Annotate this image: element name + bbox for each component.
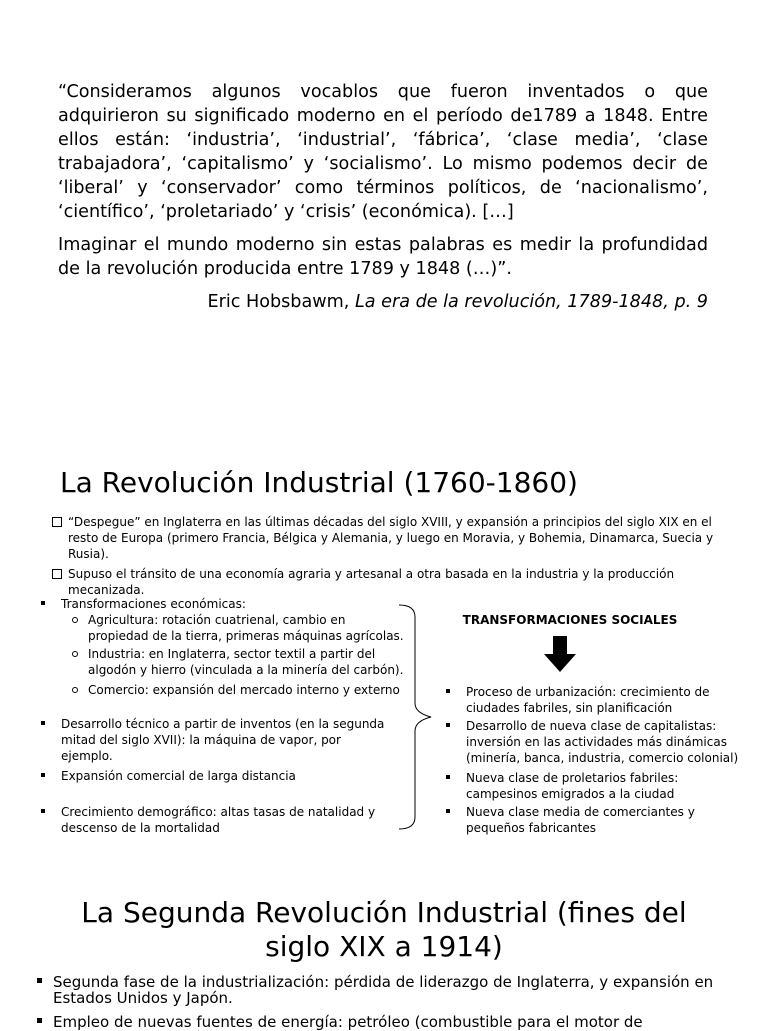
- check-item-1-text: “Despegue” en Inglaterra en las últimas décadas del siglo XVIII, y expansión a principios del siglo XIX en el resto de Europa (primero Francia, Bélgica y Alemania, y luego en Moravia, y Bohemia, Dinamarca, Suecia y Rusia).: [68, 515, 714, 561]
- citation-work: La era de la revolución, 1789-1848, p. 9: [354, 292, 708, 312]
- bullet-icon: [446, 723, 450, 727]
- slide3-item-1-text: Segunda fase de la industrialización: pérdida de liderazgo de Inglaterra, y expansión en Estados Unidos y Japón.: [53, 973, 714, 1007]
- checkbox-icon: [52, 569, 62, 579]
- right-brace-icon: [395, 603, 435, 833]
- slide3-item-2: [53, 1014, 753, 1030]
- right-item-4: [466, 804, 746, 836]
- slide2-title: La Revolución Industrial (1760-1860): [60, 466, 578, 499]
- right-item-1-text: Proceso de urbanización: crecimiento de ciudades fabriles, sin planificación: [466, 685, 710, 715]
- bullet-icon: [41, 773, 45, 777]
- econ-sub-3: [88, 682, 406, 698]
- bullet-icon: [446, 809, 450, 813]
- check-item-2-text: Supuso el tránsito de una economía agraria y artesanal a otra basada en la industria y la producción mecanizada.: [68, 567, 675, 597]
- circle-bullet-icon: [72, 617, 78, 623]
- econ-sub-2: [88, 646, 406, 678]
- quote-paragraph-1: “Consideramos algunos vocablos que fueron inventados o que adquirieron su significado moderno en el período de1789 a 1848. Entre ellos están: ‘industria’, ‘industrial’, ‘fábrica’, ‘clase media’, ‘clase trabajadora’, ‘capitalismo’ y ‘socialismo’. Lo mismo podemos decir de ‘liberal’ y ‘conservador’ como términos políticos, de ‘nacionalismo’, ‘científico’, ‘proletariado’ y ‘crisis’ (económica). […]: [58, 82, 708, 222]
- bullet-icon: [41, 721, 45, 725]
- bullet-icon: [37, 978, 42, 983]
- left-item-1-text: Desarrollo técnico a partir de inventos (en la segunda mitad del siglo XVII): la máquina de vapor, por ejemplo.: [61, 717, 385, 763]
- circle-bullet-icon: [72, 687, 78, 693]
- econ-sub-1: [88, 612, 406, 644]
- left-item-3-text: Crecimiento demográfico: altas tasas de natalidad y descenso de la mortalidad: [61, 805, 376, 835]
- left-item-3: [61, 804, 381, 836]
- econ-sub-2-text: Industria: en Inglaterra, sector textil a partir del algodón y hierro (vinculada a la minería del carbón).: [88, 647, 404, 677]
- bullet-icon: [446, 775, 450, 779]
- bullet-icon: [41, 809, 45, 813]
- quote-citation: [207, 290, 708, 314]
- right-item-2: [466, 718, 746, 766]
- slide3-item-1: [53, 974, 753, 1006]
- left-item-2: [61, 768, 391, 784]
- bullet-icon: [446, 689, 450, 693]
- bullet-icon: [37, 1018, 42, 1023]
- econ-heading-text: Transformaciones económicas:: [61, 597, 246, 611]
- econ-sub-1-text: Agricultura: rotación cuatrienal, cambio en propiedad de la tierra, primeras máquinas agrícolas.: [88, 613, 404, 643]
- arrow-down-icon: [544, 636, 576, 672]
- econ-sub-3-text: Comercio: expansión del mercado interno y externo: [88, 683, 400, 697]
- right-item-4-text: Nueva clase media de comerciantes y pequeños fabricantes: [466, 805, 695, 835]
- check-item-1: [50, 514, 740, 562]
- quote-paragraph-2: Imaginar el mundo moderno sin estas palabras es medir la profundidad de la revolución producida entre 1789 y 1848 (…)”.: [58, 235, 708, 279]
- right-item-1: [466, 684, 746, 716]
- check-item-2: [50, 566, 740, 598]
- econ-heading: [61, 596, 401, 612]
- slide3-item-2-text: Empleo de nuevas fuentes de energía: petróleo (combustible para el motor de: [53, 1013, 643, 1031]
- right-item-3-text: Nueva clase de proletarios fabriles: campesinos emigrados a la ciudad: [466, 771, 679, 801]
- social-heading: TRANSFORMACIONES SOCIALES: [462, 613, 678, 627]
- citation-author: Eric Hobsbawm,: [207, 292, 355, 312]
- left-item-1: [61, 716, 391, 764]
- slide3-title: La Segunda Revolución Industrial (fines del siglo XIX a 1914): [81, 896, 687, 963]
- right-item-2-text: Desarrollo de nueva clase de capitalistas: inversión en las actividades más dinámicas (minería, banca, industria, comercio colonial): [466, 719, 739, 765]
- checkbox-icon: [52, 517, 62, 527]
- right-item-3: [466, 770, 746, 802]
- bullet-icon: [41, 601, 45, 605]
- circle-bullet-icon: [72, 651, 78, 657]
- left-item-2-text: Expansión comercial de larga distancia: [61, 769, 296, 783]
